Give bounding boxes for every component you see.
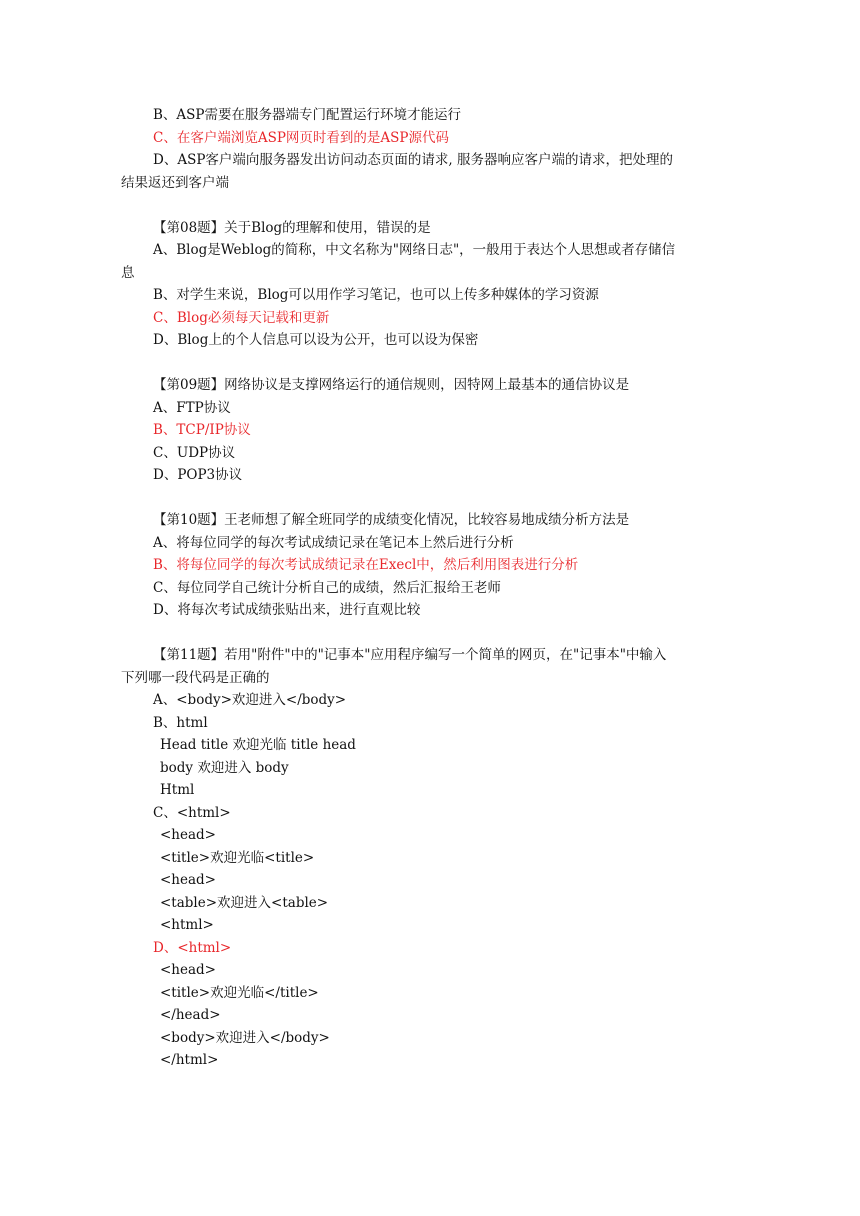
q08-option-a-line1: A、Blog是Weblog的简称，中文名称为"网络日志"，一般用于表达个人思想或者存储信	[153, 242, 676, 258]
q08-title: 【第08题】关于Blog的理解和使用，错误的是	[153, 219, 431, 236]
q11-option-d-code-line: <title>欢迎光临</title>	[160, 984, 319, 1001]
spacer	[121, 487, 743, 510]
q09-option-d: D、POP3协议	[153, 467, 243, 483]
q11-option-d-code-line: </head>	[160, 1007, 221, 1023]
q10-option-b-answer: B、将每位同学的每次考试成绩记录在Execl中，然后利用图表进行分析	[153, 557, 579, 573]
q07-option-b: B、ASP需要在服务器端专门配置运行环境才能运行	[153, 107, 462, 123]
q10-option-c: C、每位同学自己统计分析自己的成绩，然后汇报给王老师	[153, 579, 501, 596]
spacer	[121, 194, 743, 217]
q11-option-c-code-line: <head>	[160, 827, 216, 843]
q11-option-a: A、<body>欢迎进入</body>	[153, 692, 347, 708]
q11-option-d-code-line: <body>欢迎进入</body>	[160, 1029, 330, 1046]
spacer	[121, 622, 743, 645]
q11-title-line1: 【第11题】若用"附件"中的"记事本"应用程序编写一个简单的网页，在"记事本"中输入	[153, 647, 667, 663]
q08-option-d: D、Blog上的个人信息可以设为公开，也可以设为保密	[153, 332, 479, 348]
spacer	[121, 352, 743, 375]
q11-option-d-code-line: <head>	[160, 962, 216, 978]
q11-option-b-code-line: body 欢迎进入 body	[160, 759, 289, 776]
q08-option-c-answer: C、Blog必须每天记载和更新	[153, 309, 330, 326]
q10-option-a: A、将每位同学的每次考试成绩记录在笔记本上然后进行分析	[153, 534, 514, 551]
q09-option-a: A、FTP协议	[153, 399, 231, 416]
q09-title: 【第09题】网络协议是支撑网络运行的通信规则，因特网上最基本的通信协议是	[153, 377, 630, 393]
q07-option-d-line1: D、ASP客户端向服务器发出访问动态页面的请求, 服务器响应客户端的请求，把处理的	[153, 152, 673, 168]
q11-title-line2: 下列哪一段代码是正确的	[121, 669, 270, 686]
q11-option-c: C、<html>	[153, 804, 231, 821]
q10-title: 【第10题】王老师想了解全班同学的成绩变化情况，比较容易地成绩分析方法是	[153, 512, 630, 528]
q11-option-c-code-line: <html>	[160, 917, 214, 933]
q11-option-c-code-line: <table>欢迎进入<table>	[160, 894, 329, 911]
q08-option-b: B、对学生来说，Blog可以用作学习笔记，也可以上传多种媒体的学习资源	[153, 287, 599, 303]
q11-option-b: B、html	[153, 714, 208, 731]
q10-option-d: D、将每次考试成绩张贴出来，进行直观比较	[153, 602, 421, 618]
q11-option-b-code-line: Html	[160, 782, 195, 798]
q11-option-c-code-line: <head>	[160, 872, 216, 888]
q09-option-c: C、UDP协议	[153, 444, 236, 461]
q11-option-d-answer: D、<html>	[153, 939, 232, 956]
q11-option-c-code-line: <title>欢迎光临<title>	[160, 849, 315, 866]
document-page	[121, 104, 743, 1072]
q11-option-b-code-line: Head title 欢迎光临 title head	[160, 737, 356, 753]
q07-option-c-answer: C、在客户端浏览ASP网页时看到的是ASP源代码	[153, 129, 449, 146]
q09-option-b-answer: B、TCP/IP协议	[153, 422, 251, 438]
q11-option-d-code-line: </html>	[160, 1052, 219, 1068]
q07-option-d-line2: 结果返还到客户端	[121, 174, 229, 191]
q08-option-a-line2: 息	[121, 264, 135, 281]
